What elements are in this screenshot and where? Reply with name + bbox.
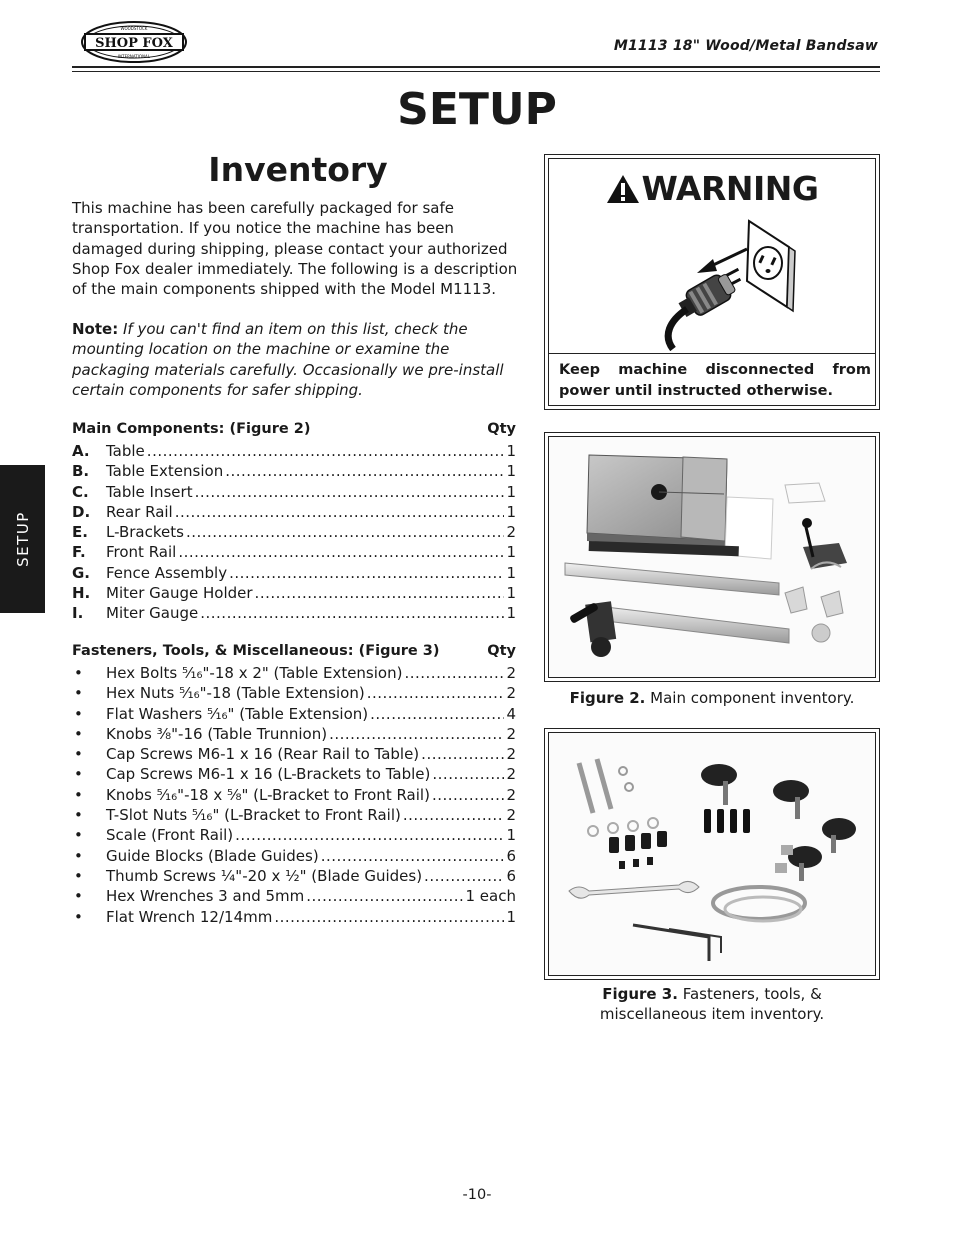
page-number: -10-: [462, 1187, 492, 1203]
warning-heading: [549, 169, 875, 208]
item-letter: B.: [72, 462, 90, 481]
item-name: Cap Screws M6-1 x 16 (L-Brackets to Table): [106, 765, 431, 784]
dot-leader: [367, 683, 505, 703]
item-qty: 1: [506, 462, 516, 481]
main-components-title: Main Components: (Figure 2): [72, 421, 311, 437]
item-qty: 2: [506, 664, 516, 682]
item-qty: 1: [506, 482, 516, 501]
svg-text:INTERNATIONAL: INTERNATIONAL: [117, 54, 151, 59]
item-qty: 2: [506, 785, 516, 804]
item-qty: 2: [506, 806, 516, 825]
figure-3-label: Figure 3.: [602, 985, 678, 1003]
item-letter: H.: [72, 584, 91, 603]
list-item: [72, 542, 516, 562]
list-item: [72, 744, 516, 764]
svg-text:SHOP FOX: SHOP FOX: [95, 36, 173, 51]
dot-leader: [274, 907, 504, 927]
figure-3-photo: [548, 732, 876, 976]
page-title: SETUP: [397, 84, 557, 135]
warning-text: Keep machine disconnected from power until instructed otherwise.: [559, 362, 871, 399]
bullet-icon: •: [74, 684, 83, 703]
bullet-icon: •: [74, 826, 83, 845]
item-qty: 2: [506, 745, 516, 764]
item-qty: 1: [506, 826, 516, 845]
bullet-icon: •: [74, 887, 83, 906]
main-components-qty-label: Qty: [487, 421, 516, 437]
warning-box-inner: [548, 158, 876, 406]
fasteners-photo: [549, 733, 875, 975]
item-letter: A.: [72, 442, 90, 460]
item-qty: 1: [506, 604, 516, 623]
figure-2-frame: [544, 432, 880, 682]
list-item: [72, 825, 516, 845]
item-qty: 6: [506, 866, 516, 885]
bullet-icon: •: [74, 724, 83, 743]
fasteners-qty-label: Qty: [487, 643, 516, 659]
unplug-cord-illustration: [629, 211, 799, 351]
item-qty: 1: [506, 543, 516, 562]
item-qty: 4: [506, 704, 516, 723]
list-item: [72, 866, 516, 886]
item-name: Hex Wrenches 3 and 5mm: [106, 887, 305, 906]
list-item: [72, 785, 516, 805]
dot-leader: [432, 785, 505, 805]
dot-leader: [306, 886, 463, 906]
side-tab-label: SETUP: [13, 511, 32, 567]
warning-heading-label: WARNING: [641, 169, 819, 208]
list-item: [72, 663, 516, 683]
list-item: [72, 461, 516, 481]
figure-2-label: Figure 2.: [569, 689, 646, 707]
item-name: Flat Wrench 12/14mm: [106, 907, 273, 926]
fasteners-list: [72, 663, 516, 927]
item-name: Scale (Front Rail): [106, 826, 234, 845]
section-title: Inventory: [208, 150, 388, 189]
item-qty: 1: [506, 563, 516, 582]
dot-leader: [225, 461, 504, 481]
note-paragraph: [72, 319, 518, 400]
bullet-icon: •: [74, 704, 83, 723]
section-side-tab: [0, 465, 45, 613]
warning-box: [544, 154, 880, 410]
item-name: Cap Screws M6-1 x 16 (Rear Rail to Table): [106, 745, 420, 764]
figure-3-frame: [544, 728, 880, 980]
item-name: Hex Bolts ⁵⁄₁₆"-18 x 2" (Table Extension): [106, 664, 403, 682]
main-components-heading: [72, 421, 516, 437]
dot-leader: [329, 724, 504, 744]
bullet-icon: •: [74, 846, 83, 865]
list-item: [72, 441, 516, 461]
list-item: [72, 583, 516, 603]
note-label: Note:: [72, 320, 119, 338]
dot-leader: [255, 583, 505, 603]
dot-leader: [175, 502, 505, 522]
shop-fox-logo: [80, 20, 188, 64]
fasteners-title: Fasteners, Tools, & Miscellaneous: (Figure 3): [72, 643, 440, 659]
item-qty: 1 each: [465, 887, 516, 906]
item-qty: 2: [506, 765, 516, 784]
warning-separator: [549, 353, 875, 354]
fasteners-heading: [72, 643, 516, 659]
item-qty: 6: [506, 846, 516, 865]
item-letter: C.: [72, 482, 89, 501]
main-components-photo: [549, 437, 875, 677]
main-components-list: [72, 441, 516, 624]
dot-leader: [147, 441, 505, 461]
dot-leader: [186, 522, 505, 542]
dot-leader: [370, 704, 504, 724]
item-letter: D.: [72, 502, 91, 521]
item-letter: I.: [72, 604, 84, 623]
item-name: T-Slot Nuts ⁵⁄₁₆" (L-Bracket to Front Rail): [106, 806, 401, 825]
item-name: Flat Washers ⁵⁄₁₆" (Table Extension): [106, 704, 369, 723]
dot-leader: [178, 542, 504, 562]
item-name: Table Insert: [106, 482, 193, 501]
figure-3-text: Fasteners, tools, & miscellaneous item inventory.: [599, 985, 825, 1023]
item-name: Miter Gauge: [106, 604, 199, 623]
item-name: L-Brackets: [106, 523, 184, 542]
item-name: Miter Gauge Holder: [106, 584, 253, 603]
item-name: Knobs ³⁄₈"-16 (Table Trunnion): [106, 724, 328, 743]
list-item: [72, 563, 516, 583]
list-item: [72, 502, 516, 522]
list-item: [72, 482, 516, 502]
item-name: Fence Assembly: [106, 563, 228, 582]
item-name: Table: [106, 442, 145, 460]
dot-leader: [321, 846, 505, 866]
item-name: Rear Rail: [106, 502, 173, 521]
intro-paragraph: This machine has been carefully packaged for safe transportation. If you notice the machine has been damaged during shipping, please contact your authorized Shop Fox dealer immediately. The following is a description of the main components shipped with the Model M1113.: [72, 199, 518, 299]
item-letter: G.: [72, 563, 91, 582]
item-name: Thumb Screws ¹⁄₄"-20 x ¹⁄₂" (Blade Guides): [106, 866, 423, 885]
list-item: [72, 522, 516, 542]
warning-triangle-icon: [606, 174, 640, 204]
header-rule: [72, 66, 880, 68]
item-qty: 2: [506, 523, 516, 542]
dot-leader: [200, 603, 504, 623]
list-item: [72, 764, 516, 784]
dot-leader: [432, 764, 504, 784]
bullet-icon: •: [74, 745, 83, 764]
figure-2-photo: [548, 436, 876, 678]
item-qty: 1: [506, 502, 516, 521]
item-name: Front Rail: [106, 543, 177, 562]
list-item: [72, 886, 516, 906]
item-name: Hex Nuts ⁵⁄₁₆"-18 (Table Extension): [106, 684, 365, 703]
figure-2-caption: [544, 688, 880, 708]
dot-leader: [404, 663, 504, 683]
bullet-icon: •: [74, 765, 83, 784]
item-qty: 2: [506, 684, 516, 703]
bullet-icon: •: [74, 806, 83, 825]
bullet-icon: •: [74, 866, 83, 885]
svg-text:WOODSTOCK: WOODSTOCK: [120, 26, 148, 31]
item-name: Guide Blocks (Blade Guides): [106, 846, 319, 865]
list-item: [72, 704, 516, 724]
item-name: Table Extension: [106, 462, 224, 481]
item-letter: F.: [72, 543, 86, 562]
item-name: Knobs ⁵⁄₁₆"-18 x ⁵⁄₈" (L-Bracket to Front Rail): [106, 785, 430, 804]
item-qty: 1: [506, 584, 516, 603]
dot-leader: [403, 805, 505, 825]
list-item: [72, 846, 516, 866]
list-item: [72, 907, 516, 927]
figure-2-text: Main component inventory.: [650, 689, 855, 707]
dot-leader: [229, 563, 504, 583]
list-item: [72, 683, 516, 703]
dot-leader: [424, 866, 504, 886]
item-qty: 1: [506, 907, 516, 926]
item-letter: E.: [72, 523, 88, 542]
list-item: [72, 724, 516, 744]
list-item: [72, 805, 516, 825]
manual-title: M1113 18" Wood/Metal Bandsaw: [613, 38, 878, 54]
dot-leader: [235, 825, 504, 845]
bullet-icon: •: [74, 664, 83, 682]
figure-3-caption: [560, 984, 864, 1024]
dot-leader: [421, 744, 504, 764]
bullet-icon: •: [74, 907, 83, 926]
list-item: [72, 603, 516, 623]
note-text: If you can't find an item on this list, check the mounting location on the machine or examine the packaging materials carefully. Occasionally we pre-install certain components for safer shipping.: [72, 320, 504, 399]
dot-leader: [195, 482, 505, 502]
header-rule-thin: [72, 71, 880, 72]
item-qty: 1: [506, 442, 516, 460]
bullet-icon: •: [74, 785, 83, 804]
item-qty: 2: [506, 724, 516, 743]
